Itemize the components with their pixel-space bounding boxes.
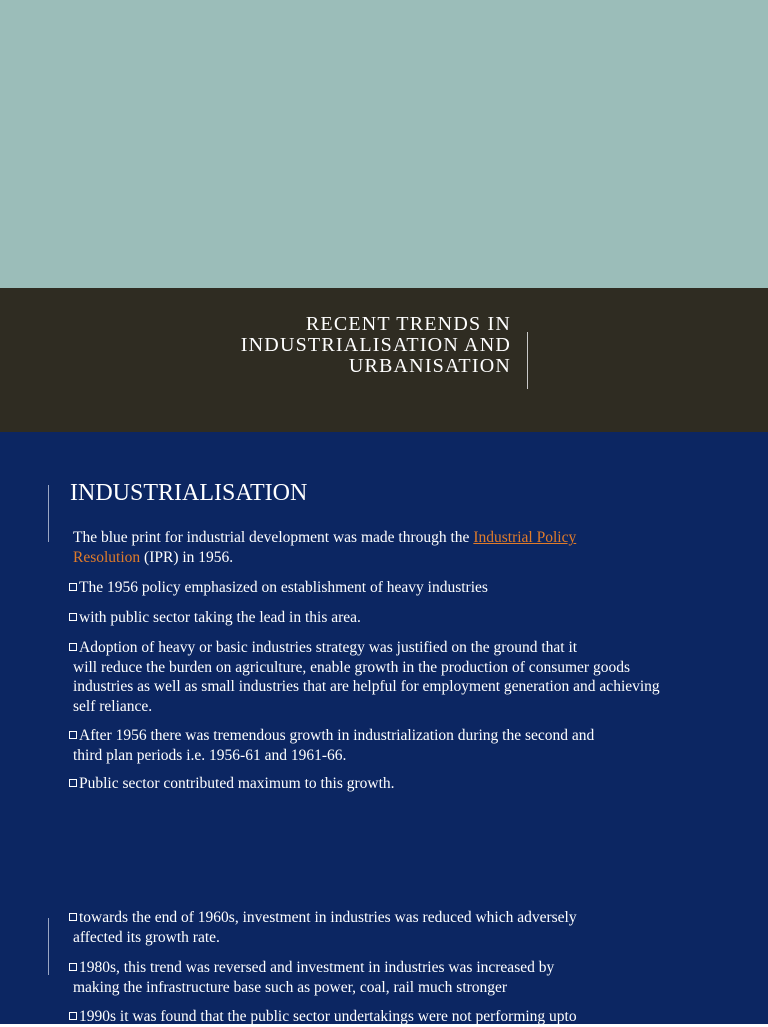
checkbox-bullet-icon [69, 779, 77, 787]
slide-title-line-3: URBANISATION [348, 355, 511, 377]
bullet-text: 1980s, this trend was reversed and investment in industries was increased by [79, 959, 555, 976]
bullet-item [69, 958, 673, 997]
slide-title-line-2: INDUSTRIALISATION AND [240, 334, 511, 356]
checkbox-bullet-icon [69, 913, 77, 921]
checkbox-bullet-icon [69, 583, 77, 591]
slide-title [241, 314, 511, 377]
resolution-link[interactable]: Resolution [73, 548, 141, 566]
intro-text: The blue print for industrial development was made through the [73, 529, 474, 546]
bullet-text-continued: affected its growth rate. [73, 928, 220, 946]
bullet-item [69, 774, 673, 794]
checkbox-bullet-icon [69, 643, 77, 651]
title-divider [527, 332, 528, 389]
checkbox-bullet-icon [69, 1012, 77, 1020]
intro-paragraph [73, 528, 673, 567]
bullet-text: towards the end of 1960s, investment in industries was reduced which adversely [79, 909, 577, 926]
bullet-text: The 1956 policy emphasized on establishment of heavy industries [79, 579, 488, 596]
bullet-text: 1990s it was found that the public sector undertakings were not performing upto [79, 1008, 577, 1025]
intro-text-end: (IPR) in 1956. [140, 548, 234, 566]
title-slide-top-band [0, 0, 768, 288]
continuation-accent-rule [48, 918, 49, 975]
bullet-item [69, 578, 673, 598]
bullet-item [69, 608, 673, 628]
bullet-text-continued: will reduce the burden on agriculture, enable growth in the production of consumer goods industries as well as small industries that are helpful for employment generation and achieving self reliance. [73, 658, 660, 715]
checkbox-bullet-icon [69, 613, 77, 621]
bullet-text: Public sector contributed maximum to this growth. [79, 775, 395, 792]
bullet-text-continued: third plan periods i.e. 1956-61 and 1961-66. [73, 746, 347, 764]
bullet-text-continued: making the infrastructure base such as power, coal, rail much stronger [73, 978, 508, 996]
bullet-item [69, 908, 673, 947]
checkbox-bullet-icon [69, 963, 77, 971]
bullet-item [69, 638, 673, 716]
section-heading: INDUSTRIALISATION [70, 480, 308, 506]
slide-title-line-1: RECENT TRENDS IN [305, 313, 511, 335]
checkbox-bullet-icon [69, 731, 77, 739]
bullet-item [69, 726, 673, 765]
industrial-policy-link[interactable]: Industrial Policy [473, 529, 577, 546]
bullet-text: with public sector taking the lead in this area. [79, 609, 361, 626]
bullet-text: Adoption of heavy or basic industries strategy was justified on the ground that it [79, 639, 578, 656]
heading-accent-rule [48, 485, 49, 542]
bullet-text: After 1956 there was tremendous growth in industrialization during the second and [79, 727, 595, 744]
